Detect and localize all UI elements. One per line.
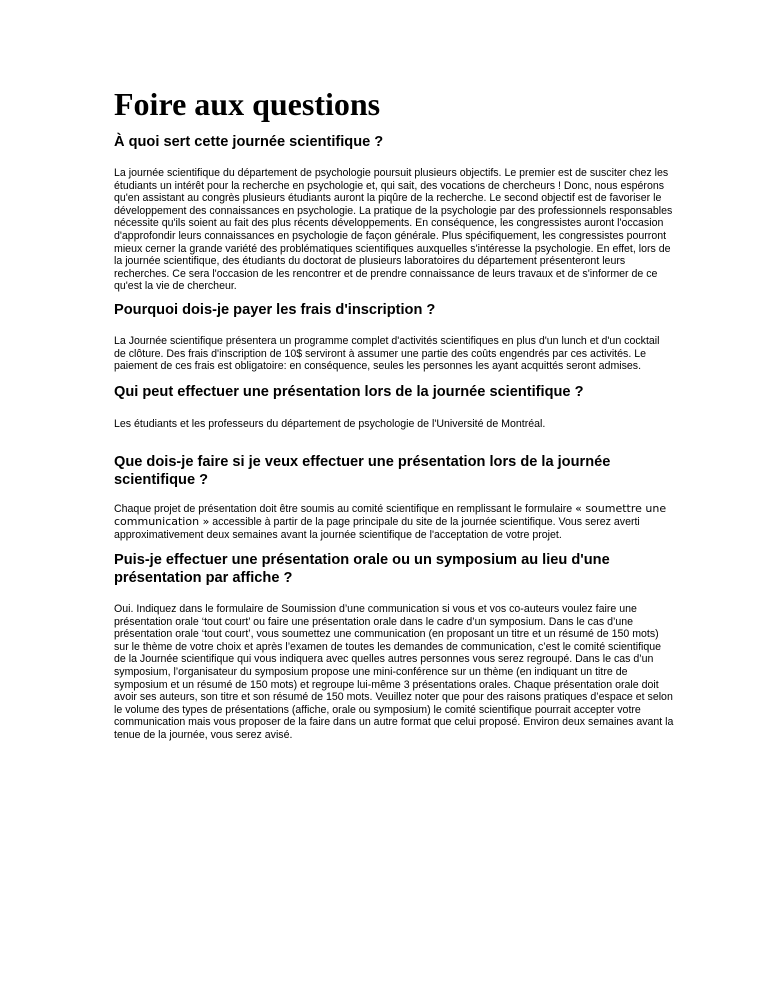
faq-question: Qui peut effectuer une présentation lors de la journée scientifique ?: [114, 383, 584, 400]
faq-answer: Les étudiants et les professeurs du département de psychologie de l'Université de Montréal.: [114, 417, 546, 430]
faq-answer-text: Chaque projet de présentation doit être soumis au comité scientifique en remplissant le formulaire: [114, 503, 573, 516]
faq-question: Pourquoi dois-je payer les frais d'inscription ?: [114, 301, 436, 318]
faq-item: [114, 551, 674, 742]
faq-item: [114, 301, 674, 373]
faq-answer-text: accessible à partir de la page principale du site de la journée scientifique. Vous serez averti approximativement deux semaines avant la journée scientifique de l'acceptation de votre projet.: [114, 515, 640, 541]
faq-answer: [114, 503, 674, 541]
submit-communication-link[interactable]: « soumettre une communication »: [114, 502, 667, 528]
page-title: Foire aux questions: [114, 86, 381, 122]
faq-question: Puis-je effectuer une présentation orale ou un symposium au lieu d'une présentation par affiche ?: [114, 552, 610, 587]
faq-question: À quoi sert cette journée scientifique ?: [114, 134, 384, 150]
faq-question: Que dois-je faire si je veux effectuer une présentation lors de la journée scientifique ?: [114, 454, 611, 489]
faq-answer: La journée scientifique du département de psychologie poursuit plusieurs objectifs. Le premier est de susciter chez les étudiants un intérêt pour la recherche en psychologie et, qui sait, des vocations de chercheurs ! Donc, nous espérons qu'en assistant au congrès plusieurs étudiants auront la piqûre de la recherche. Le second objectif est de favoriser le développement des connaissances en psychologie. La pratique de la psychologie par des professionnels responsables nécessite qu'ils soient au fait des plus récents développements. En conséquence, les congressistes auront l'occasion d'approfondir leurs connaissances en psychologie de façon générale. Plus spécifiquement, les congressistes pourront mieux cerner la grande variété des problématiques scientifiques auxquelles s'intéresse la psychologie. En effet, lors de la journée scientifique, des étudiants du doctorat de plusieurs laboratoires du département présenteront leurs recherches. Ce sera l'occasion de les rencontrer et de prendre connaissance de leurs travaux et de s'informer de ce qu'est la vie de chercheur.: [114, 167, 673, 293]
faq-item: [114, 133, 674, 293]
faq-page: [114, 84, 674, 742]
faq-item: [114, 383, 674, 431]
faq-answer: La Journée scientifique présentera un programme complet d'activités scientifiques en plus d'un lunch et d'un cocktail de clôture. Des frais d'inscription de 10$ serviront à assumer une partie des coûts engendrés par ces activités. Le paiement de ces frais est obligatoire: en conséquence, seules les personnes les ayant acquittés seront admises.: [114, 334, 660, 373]
faq-item: [114, 453, 674, 541]
faq-answer: Oui. Indiquez dans le formulaire de Soumission d’une communication si vous et vos co-auteurs voulez faire une présentation orale ‘tout court’ ou faire une présentation orale dans le cadre d’un symposium. Dans le cas d’une présentation orale ‘tout court’, vous soumettez une communication (en proposant un titre et un résumé de 150 mots) sur le thème de votre choix et après l’examen de toutes les demandes de communication, c’est le comité scientifique de la Journée scientifique qui vous indiquera avec quelles autres personnes vous serez regroupé. Dans le cas d’un symposium, l’organisateur du symposium propose une mini-conférence sur un thème (en indiquant un titre de symposium et un résumé de 150 mots) et regroupe lui-même 3 présentations orales. Chaque présentation orale doit avoir ses auteurs, son titre et son résumé de 150 mots. Veuillez noter que pour des raisons pratiques d’espace et selon le volume des types de présentations (affiche, orale ou symposium) le comité scientifique pourrait accepter votre communication mais vous proposer de la faire dans un autre format que celui proposé. Environ deux semaines avant la tenue de la journée, vous serez avisé.: [114, 603, 674, 742]
